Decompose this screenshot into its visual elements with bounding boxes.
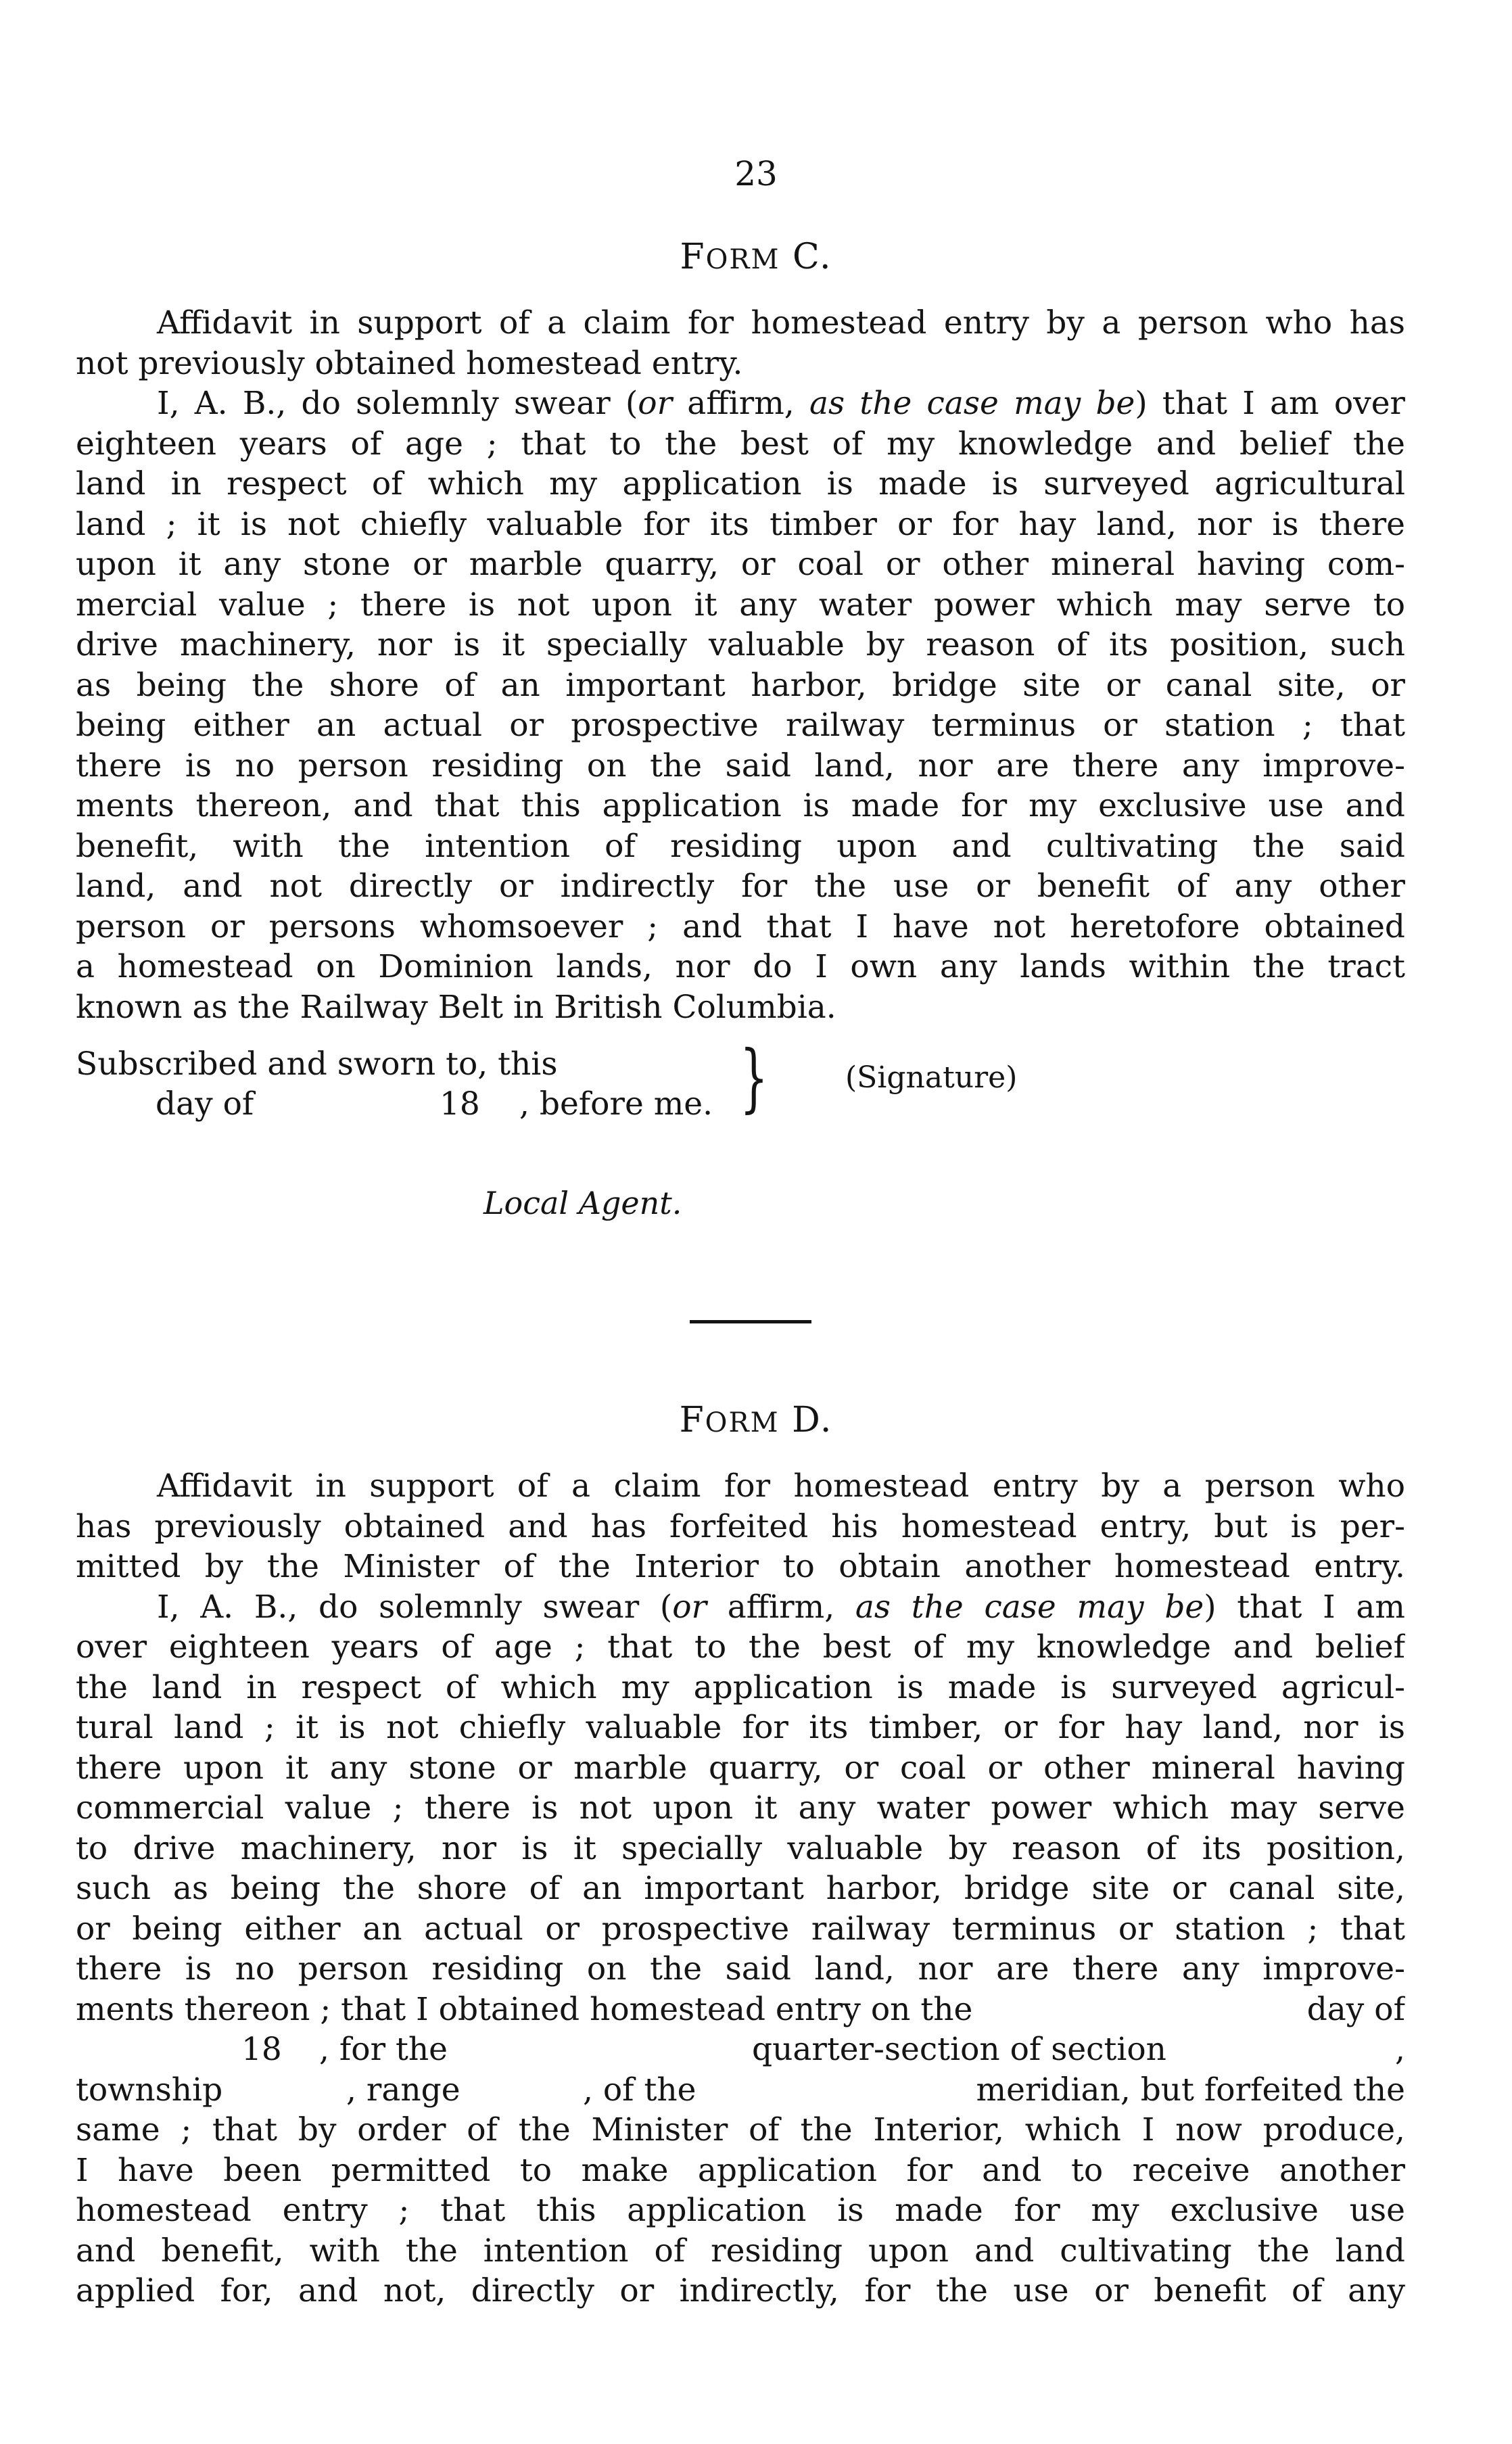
- form-d-title-letter: D.: [792, 1400, 833, 1440]
- form-d-intro-line: Affidavit in support of a claim for homestead entry by a person who: [157, 1467, 1405, 1505]
- form-c-intro-line: Affidavit in support of a claim for homestead entry by a person who has: [157, 304, 1405, 342]
- form-d-of-the: , of the: [583, 2071, 696, 2109]
- oath-italic: as the case may be: [809, 385, 1135, 422]
- form-c-body-line: there is no person residing on the said land, nor are there any improve-: [76, 747, 1405, 784]
- form-d-title: [0, 1400, 1512, 1440]
- form-d-oath-line: [76, 1587, 1405, 1628]
- form-d-title-smallcaps: ORM: [705, 1407, 780, 1438]
- form-c-body-line: drive machinery, nor is it specially valuable by reason of its position, such: [76, 626, 1405, 663]
- form-d-body-line: homestead entry ; that this application is made for my exclusive use: [76, 2192, 1405, 2229]
- oath-text: ) that I am: [1204, 1588, 1405, 1626]
- form-d-body-line: and benefit, with the intention of residing upon and cultivating the land: [76, 2232, 1405, 2270]
- form-c-title: [0, 237, 1512, 277]
- form-d-intro-line: has previously obtained and has forfeited his homestead entry, but is per-: [76, 1507, 1405, 1545]
- oath-italic: as the case may be: [855, 1588, 1204, 1626]
- form-c-body-line: land ; it is not chiefly valuable for its timber or for hay land, nor is there: [76, 505, 1405, 543]
- form-c-body-line: benefit, with the intention of residing upon and cultivating the said: [76, 827, 1405, 865]
- form-d-for-the: , for the: [319, 2031, 448, 2068]
- form-d-body-line: or being either an actual or prospective railway terminus or station ; that: [76, 1910, 1405, 1948]
- oath-text: ) that I am over: [1135, 385, 1405, 422]
- form-c-body-line: as being the shore of an important harbor, bridge site or canal site, or: [76, 666, 1405, 704]
- form-c-day-of: day of: [156, 1085, 254, 1123]
- form-d-body-line: there is no person residing on the said land, nor are there any improve-: [76, 1950, 1405, 1988]
- form-d-title-initial: F: [679, 1400, 705, 1440]
- form-c-body-line: land in respect of which my application is made is surveyed agricultural: [76, 465, 1405, 502]
- form-c-oath-line: [76, 383, 1405, 424]
- form-c-body-line: a homestead on Dominion lands, nor do I own any lands within the tract: [76, 948, 1405, 985]
- form-d-body-line: over eighteen years of age ; that to the best of my knowledge and belief: [76, 1628, 1405, 1666]
- form-c-title-initial: F: [680, 237, 706, 277]
- brace-glyph: }: [740, 1034, 768, 1121]
- form-d-year: 18: [241, 2031, 282, 2068]
- form-c-body-line: upon it any stone or marble quarry, or coal or other mineral having com-: [76, 546, 1405, 583]
- form-d-body-line: the land in respect of which my application is made is surveyed agricul-: [76, 1668, 1405, 1706]
- form-d-body-line: there upon it any stone or marble quarry, or coal or other mineral having: [76, 1749, 1405, 1787]
- form-c-intro: [76, 303, 1405, 1027]
- form-c-intro-line: not previously obtained homestead entry.: [76, 344, 743, 382]
- form-d-body-line: commercial value ; there is not upon it any water power which may serve: [76, 1789, 1405, 1827]
- form-d-entry-text: ments thereon ; that I obtained homestead entry on the: [76, 1990, 973, 2028]
- form-d-body-line: to drive machinery, nor is it specially valuable by reason of its position,: [76, 1829, 1405, 1867]
- form-d-blank-line: [76, 2070, 1405, 2111]
- section-divider: [690, 1320, 811, 1323]
- form-d-township: township: [76, 2071, 223, 2109]
- oath-text: I, A. B., do solemnly swear (: [157, 1588, 673, 1626]
- form-d-intro-line: mitted by the Minister of the Interior to obtain another homestead entry.: [76, 1548, 1405, 1585]
- form-d-body-line: I have been permitted to make application for and to receive another: [76, 2151, 1405, 2189]
- form-d-body-line: [76, 1990, 1405, 2030]
- form-d-body-line: same ; that by order of the Minister of the Interior, which I now produce,: [76, 2111, 1405, 2148]
- oath-italic: or: [638, 385, 673, 422]
- form-c-before-me: , before me.: [519, 1085, 713, 1123]
- form-d-blank-line: [76, 2029, 1405, 2070]
- oath-text: affirm,: [707, 1588, 855, 1626]
- form-d-comma: ,: [1395, 2031, 1405, 2068]
- form-c-body-line: eighteen years of age ; that to the best of my knowledge and belief the: [76, 425, 1405, 463]
- form-c-signature: (Signature): [845, 1060, 1018, 1095]
- page-number: 23: [734, 154, 778, 193]
- form-c-title-smallcaps: ORM: [705, 244, 780, 275]
- form-c-local-agent: Local Agent.: [483, 1185, 682, 1221]
- form-c-body-line: mercial value ; there is not upon it any water power which may serve to: [76, 586, 1405, 624]
- form-d-body-line: applied for, and not, directly or indirectly, for the use or benefit of any: [76, 2272, 1405, 2309]
- oath-italic: or: [672, 1588, 707, 1626]
- form-c-body-line: person or persons whomsoever ; and that I have not heretofore obtained: [76, 908, 1405, 945]
- form-c-body-line: land, and not directly or indirectly for the use or benefit of any other: [76, 868, 1405, 905]
- form-d-quarter-section: quarter-section of section: [752, 2031, 1166, 2068]
- form-c-year: 18: [440, 1085, 480, 1123]
- form-c-body-line: ments thereon, and that this application is made for my exclusive use and: [76, 787, 1405, 824]
- form-d-intro: [76, 1466, 1405, 2311]
- form-c-subscribed-line1: Subscribed and sworn to, this: [76, 1045, 558, 1083]
- oath-text: I, A. B., do solemnly swear (: [157, 385, 638, 422]
- form-d-day-of: day of: [1306, 1990, 1405, 2028]
- form-d-body-line: such as being the shore of an important harbor, bridge site or canal site,: [76, 1870, 1405, 1907]
- form-c-title-letter: C.: [793, 237, 832, 277]
- form-c-body-line: being either an actual or prospective railway terminus or station ; that: [76, 707, 1405, 744]
- form-d-body-line: tural land ; it is not chiefly valuable for its timber, or for hay land, nor is: [76, 1709, 1405, 1746]
- oath-text: affirm,: [672, 385, 809, 422]
- form-d-meridian: meridian, but forfeited the: [976, 2071, 1405, 2109]
- form-d-range: , range: [346, 2071, 460, 2109]
- form-c-body-line: known as the Railway Belt in British Columbia.: [76, 988, 836, 1026]
